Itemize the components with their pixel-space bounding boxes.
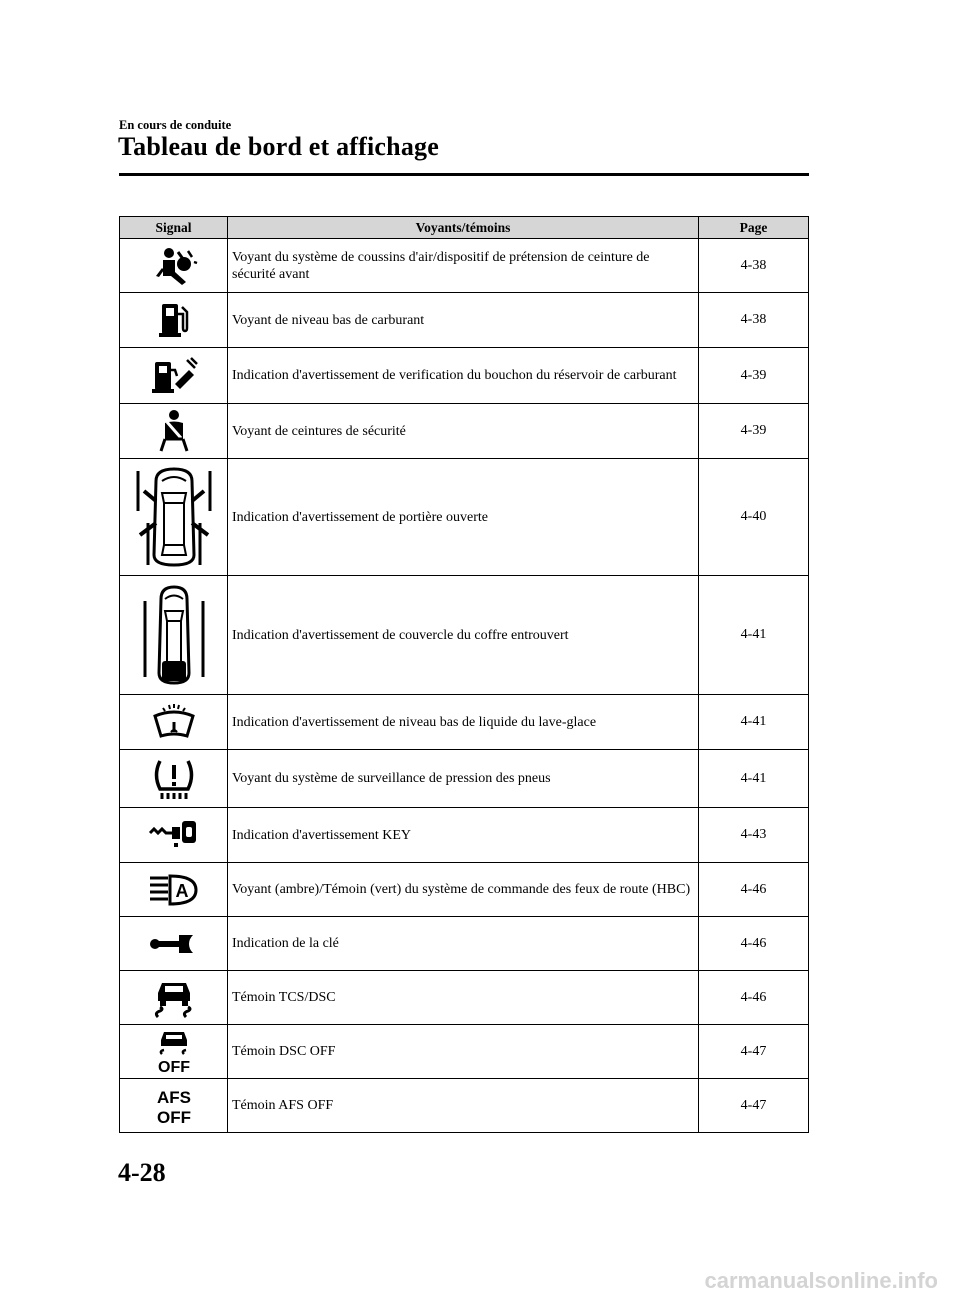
warning-lights-table bbox=[119, 216, 809, 1133]
row-page: 4-46 bbox=[699, 971, 809, 1025]
door-ajar-icon bbox=[120, 459, 228, 576]
table-header-row bbox=[120, 217, 809, 239]
wrench-icon bbox=[120, 917, 228, 971]
table-row bbox=[120, 576, 809, 695]
column-header-signal: Signal bbox=[120, 217, 228, 239]
row-description: Témoin AFS OFF bbox=[228, 1079, 699, 1133]
watermark: carmanualsonline.info bbox=[704, 1268, 938, 1293]
row-description: Indication d'avertissement de niveau bas de liquide du lave-glace bbox=[228, 695, 699, 750]
table-row bbox=[120, 808, 809, 863]
washer-fluid-icon bbox=[120, 695, 228, 750]
row-page: 4-39 bbox=[699, 348, 809, 404]
trunk-ajar-icon bbox=[120, 576, 228, 695]
afs-label: AFS bbox=[156, 1087, 191, 1107]
row-page: 4-46 bbox=[699, 863, 809, 917]
row-page: 4-46 bbox=[699, 917, 809, 971]
table-row bbox=[120, 1079, 809, 1133]
row-page: 4-47 bbox=[699, 1079, 809, 1133]
table-row bbox=[120, 348, 809, 404]
row-page: 4-39 bbox=[699, 404, 809, 459]
table-row bbox=[120, 750, 809, 808]
row-description: Témoin DSC OFF bbox=[228, 1025, 699, 1079]
row-description: Indication d'avertissement de verification du bouchon du réservoir de carburant bbox=[228, 348, 699, 404]
high-beam-control-icon bbox=[120, 863, 228, 917]
column-header-page: Page bbox=[699, 217, 809, 239]
low-fuel-icon bbox=[120, 293, 228, 348]
table-row bbox=[120, 239, 809, 293]
table-row bbox=[120, 971, 809, 1025]
table-row bbox=[120, 404, 809, 459]
table-row bbox=[120, 695, 809, 750]
page-number: 4-28 bbox=[118, 1158, 166, 1187]
column-header-description: Voyants/témoins bbox=[228, 217, 699, 239]
row-description: Voyant (ambre)/Témoin (vert) du système de commande des feux de route (HBC) bbox=[228, 863, 699, 917]
row-description: Témoin TCS/DSC bbox=[228, 971, 699, 1025]
airbag-pretensioner-warning-icon bbox=[120, 239, 228, 293]
row-page: 4-40 bbox=[699, 459, 809, 576]
heading-divider bbox=[119, 173, 809, 176]
dsc-off-icon bbox=[120, 1025, 228, 1079]
section-label: En cours de conduite bbox=[119, 118, 232, 132]
row-page: 4-38 bbox=[699, 293, 809, 348]
seat-belt-icon bbox=[120, 404, 228, 459]
row-page: 4-41 bbox=[699, 576, 809, 695]
tcs-dsc-icon bbox=[120, 971, 228, 1025]
tire-pressure-icon bbox=[120, 750, 228, 808]
row-page: 4-47 bbox=[699, 1025, 809, 1079]
table-row bbox=[120, 293, 809, 348]
table-row bbox=[120, 863, 809, 917]
row-page: 4-41 bbox=[699, 750, 809, 808]
row-page: 4-43 bbox=[699, 808, 809, 863]
table-row bbox=[120, 917, 809, 971]
row-description: Indication d'avertissement de portière ouverte bbox=[228, 459, 699, 576]
hbc-letter: A bbox=[175, 880, 188, 901]
row-page: 4-38 bbox=[699, 239, 809, 293]
off-label: OFF bbox=[157, 1058, 190, 1074]
page-title: Tableau de bord et affichage bbox=[118, 132, 439, 161]
fuel-cap-check-icon bbox=[120, 348, 228, 404]
row-description: Voyant du système de coussins d'air/dispositif de prétension de ceinture de sécurité avant bbox=[228, 239, 699, 293]
row-description: Voyant de niveau bas de carburant bbox=[228, 293, 699, 348]
table-row bbox=[120, 459, 809, 576]
afs-off-icon bbox=[120, 1079, 228, 1133]
row-description: Indication d'avertissement KEY bbox=[228, 808, 699, 863]
row-description: Voyant du système de surveillance de pression des pneus bbox=[228, 750, 699, 808]
row-description: Indication de la clé bbox=[228, 917, 699, 971]
row-description: Voyant de ceintures de sécurité bbox=[228, 404, 699, 459]
row-page: 4-41 bbox=[699, 695, 809, 750]
table-row bbox=[120, 1025, 809, 1079]
row-description: Indication d'avertissement de couvercle du coffre entrouvert bbox=[228, 576, 699, 695]
off-label: OFF bbox=[156, 1107, 191, 1127]
key-warning-icon bbox=[120, 808, 228, 863]
